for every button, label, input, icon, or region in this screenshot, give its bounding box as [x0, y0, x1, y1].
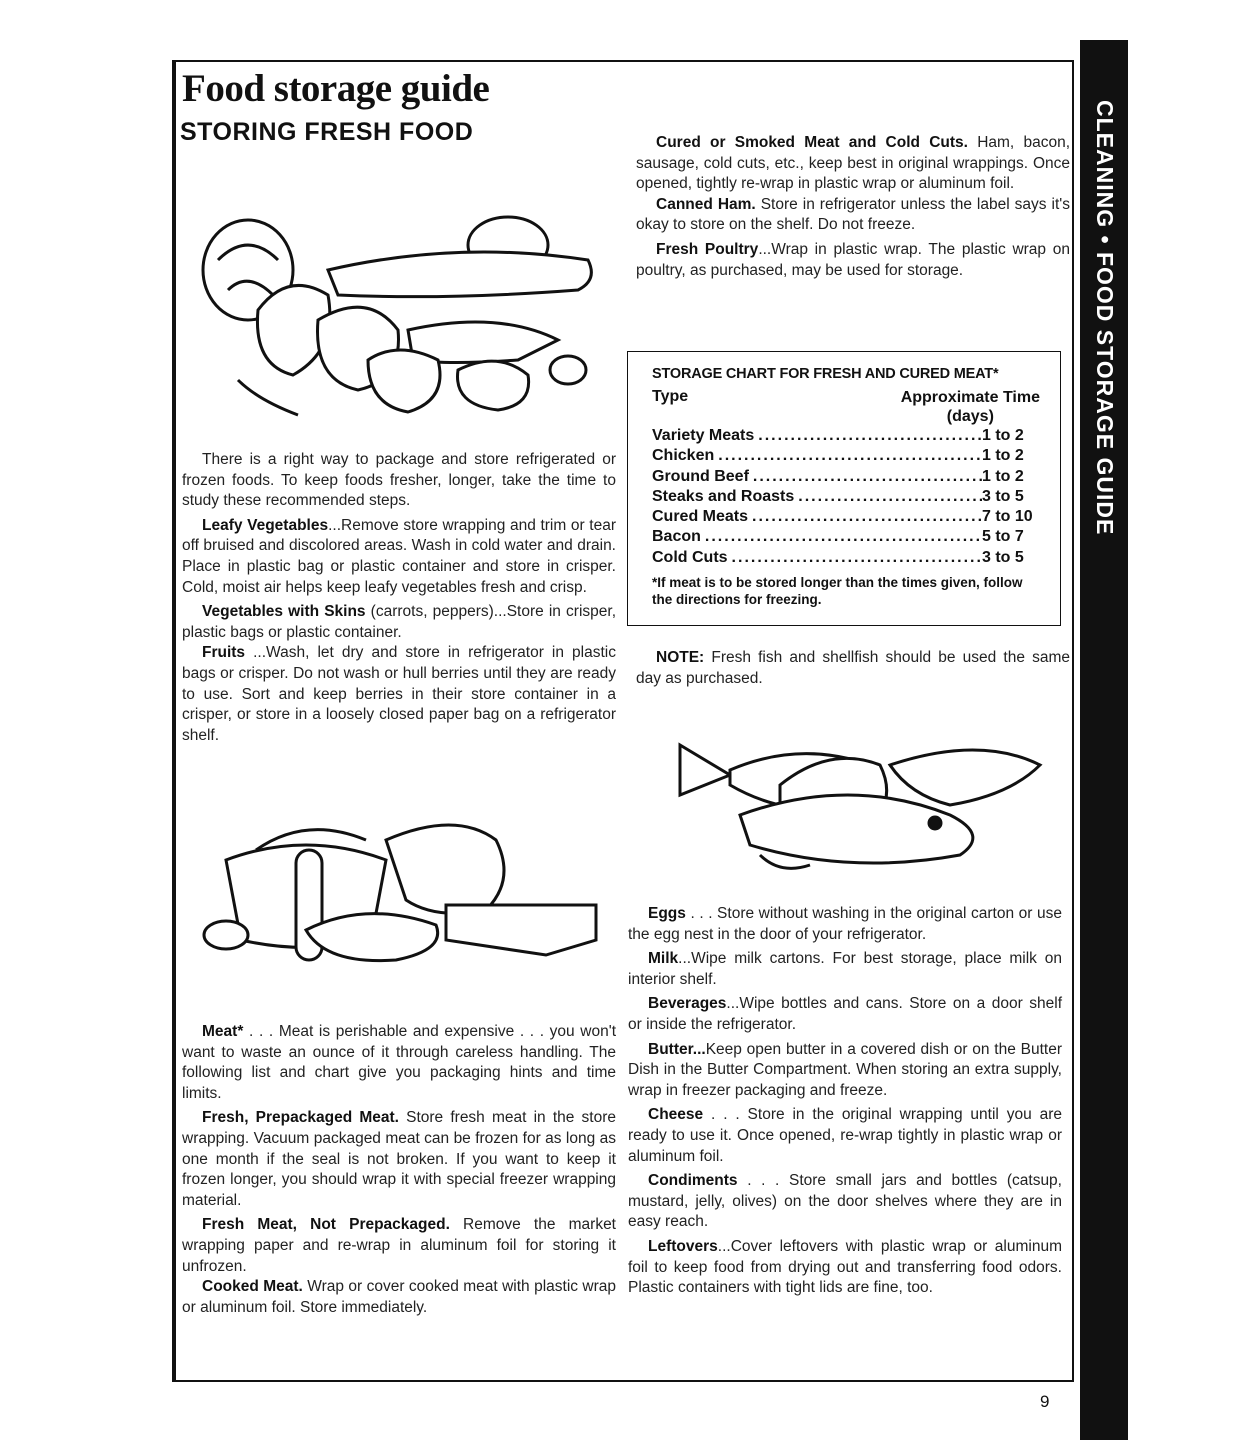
leader-dots [728, 548, 982, 568]
chart-row [652, 507, 1040, 527]
butter-paragraph: Butter...Keep open butter in a covered dish or on the Butter Dish in the Butter Compartment. When storing an extra supply, wrap in freezer packaging and freeze. [628, 1040, 1062, 1099]
chart-row [652, 446, 1040, 466]
intro-paragraph: There is a right way to package and store refrigerated or frozen foods. To keep foods fresher, longer, take the time to study these recommended steps. [182, 451, 616, 510]
left-column-top [182, 450, 616, 750]
chart-row-days: 1 to 2 [982, 427, 1024, 444]
chart-row-type: Cold Cuts [652, 548, 728, 566]
chart-row-type: Steaks and Roasts [652, 487, 795, 505]
leader-dots [714, 446, 982, 466]
meat-paragraph: Meat* . . . Meat is perishable and expensive . . . you won't want to waste an ounce of it through careless handling. The following list and chart give you packaging hints and time limits. [182, 1023, 616, 1102]
leader-dots [749, 467, 982, 487]
fish-seafood-illustration [660, 725, 1060, 885]
chart-row-days: 3 to 5 [982, 487, 1024, 505]
chart-title: STORAGE CHART FOR FRESH AND CURED MEAT* [652, 366, 999, 382]
chart-header [652, 388, 1040, 426]
chart-row-type: Cured Meats [652, 508, 749, 526]
leader-dots [754, 426, 982, 446]
chart-row [652, 527, 1040, 547]
vegetables-illustration [198, 200, 608, 430]
cured-meat-paragraph: Cured or Smoked Meat and Cold Cuts. Ham, bacon, sausage, cold cuts, etc., keep best in original wrappings. Once opened, tightly re-wrap in plastic wrap or aluminum foil. [636, 134, 1070, 193]
chart-row-days: 1 to 2 [982, 447, 1024, 465]
side-tab-label: CLEANING • FOOD STORAGE GUIDE [1092, 100, 1118, 536]
eggs-paragraph: Eggs . . . Store without washing in the original carton or use the egg nest in the door of your refrigerator. [628, 905, 1062, 943]
leader-dots [794, 487, 982, 507]
chart-footnote: *If meat is to be stored longer than the times given, follow the directions for freezing. [652, 575, 1023, 608]
condiments-paragraph: Condiments . . . Store small jars and bottles (catsup, mustard, jelly, olives) on the door shelves where they are in easy reach. [628, 1172, 1062, 1231]
chart-row [652, 426, 1040, 446]
page-title: Food storage guide [182, 67, 490, 110]
fruits-paragraph: Fruits ...Wash, let dry and store in refrigerator in plastic bags or crisper. Do not wash or hull berries until they are ready to use. Sort and keep berries in their store container in a crisper, or store in a loosely closed paper bag on a refrigerator shelf. [182, 644, 616, 744]
meat-storage-chart [627, 351, 1061, 626]
canned-ham-paragraph: Canned Ham. Store in refrigerator unless the label says it's okay to store on the shelf. Do not freeze. [636, 195, 1070, 234]
chart-row-days: 1 to 2 [982, 467, 1024, 485]
chart-row [652, 487, 1040, 507]
chart-row [652, 548, 1040, 568]
fresh-meat-not-prepackaged-paragraph: Fresh Meat, Not Prepackaged. Remove the market wrapping paper and re-wrap in aluminum foil for storing it unfrozen. [182, 1216, 616, 1275]
right-column-bottom [628, 904, 1062, 1303]
chart-rows [652, 426, 1040, 568]
meat-illustration [196, 810, 608, 980]
chart-row-days: 5 to 7 [982, 528, 1024, 546]
section-heading: STORING FRESH FOOD [180, 118, 474, 146]
leafy-vegetables-paragraph: Leafy Vegetables...Remove store wrapping and trim or tear off bruised and discolored areas. Wash in cold water and drain. Place in plastic bag or plastic container and store in crisper. Cold, moist air helps keep leafy vegetables fresh and crisp. [182, 516, 616, 596]
fresh-prepackaged-meat-paragraph: Fresh, Prepackaged Meat. Store fresh meat in the store wrapping. Vacuum packaged meat can be frozen for as long as one month if the seal is not broken. If you want to keep it frozen longer, you should wrap it with special freezer wrapping material. [182, 1109, 616, 1209]
milk-paragraph: Milk...Wipe milk cartons. For best storage, place milk on interior shelf. [628, 950, 1062, 988]
chart-col-type: Type [652, 388, 689, 405]
fresh-poultry-paragraph: Fresh Poultry...Wrap in plastic wrap. The plastic wrap on poultry, as purchased, may be used for storage. [636, 240, 1070, 279]
cooked-meat-paragraph: Cooked Meat. Wrap or cover cooked meat with plastic wrap or aluminum foil. Store immediately. [182, 1278, 617, 1316]
chart-col-time: Approximate Time (days) [900, 389, 1040, 425]
chart-row [652, 467, 1040, 487]
chart-row-days: 3 to 5 [982, 548, 1024, 566]
section-side-tab [1080, 40, 1128, 1440]
leftovers-paragraph: Leftovers...Cover leftovers with plastic wrap or aluminum foil to keep food from drying out and transferring food odors. Plastic containers with tight lids are fine, too. [628, 1237, 1062, 1297]
chart-row-type: Chicken [652, 447, 715, 465]
cheese-paragraph: Cheese . . . Store in the original wrapping until you are ready to use it. Once opened, re-wrap tightly in plastic wrap or aluminum foil. [628, 1106, 1062, 1165]
chart-row-days: 7 to 10 [982, 508, 1033, 526]
note: NOTE: Fresh fish and shellfish should be used the same day as purchased. [636, 649, 1070, 687]
chart-row-type: Variety Meats [652, 427, 755, 444]
chart-row-type: Ground Beef [652, 467, 749, 485]
leader-dots [748, 507, 982, 527]
chart-row-type: Bacon [652, 528, 701, 546]
leader-dots [701, 527, 982, 547]
left-column-bottom [182, 1022, 616, 1322]
beverages-paragraph: Beverages...Wipe bottles and cans. Store on a door shelf or inside the refrigerator. [628, 995, 1062, 1033]
vegetables-with-skins-paragraph: Vegetables with Skins (carrots, peppers)...Store in crisper, plastic bags or plastic container. [182, 603, 616, 641]
page-number: 9 [1040, 1392, 1050, 1411]
right-column-top [636, 133, 1070, 285]
